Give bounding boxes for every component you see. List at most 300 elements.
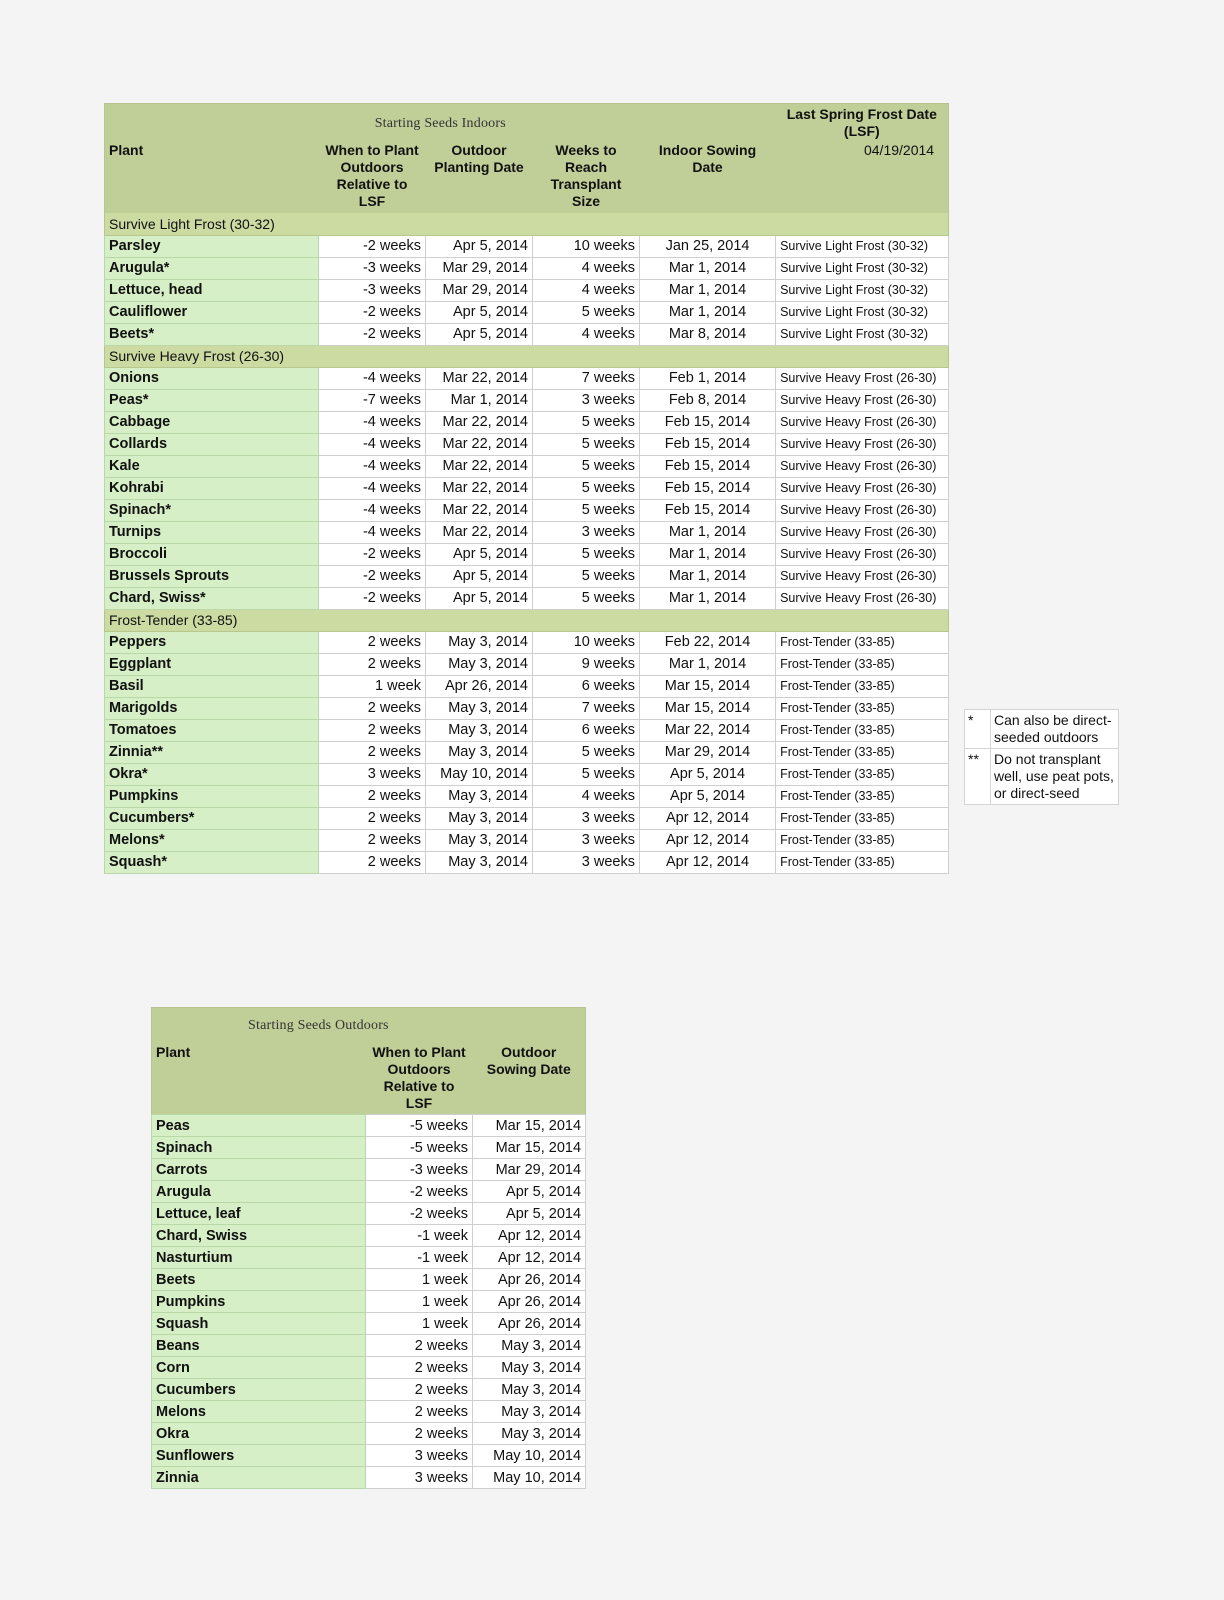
outdoor-sowing-date: May 10, 2014 xyxy=(473,1467,586,1489)
outdoor-date: Mar 22, 2014 xyxy=(426,433,533,455)
plant-name: Corn xyxy=(152,1357,366,1379)
indoor-sowing-date: Mar 1, 2014 xyxy=(640,653,776,675)
table-row xyxy=(105,543,949,565)
weeks-to-transplant: 5 weeks xyxy=(533,301,640,323)
group-filler xyxy=(319,345,426,367)
indoor-seeds-table xyxy=(104,103,949,874)
group-filler xyxy=(776,609,949,631)
outdoor-date: Mar 29, 2014 xyxy=(426,257,533,279)
when-relative: 2 weeks xyxy=(319,829,426,851)
outdoor-date: Apr 5, 2014 xyxy=(426,543,533,565)
group-row xyxy=(105,345,949,367)
table-row xyxy=(105,455,949,477)
frost-category: Frost-Tender (33-85) xyxy=(776,785,949,807)
table-row xyxy=(105,851,949,873)
indoor-sowing-date: Feb 15, 2014 xyxy=(640,433,776,455)
weeks-to-transplant: 9 weeks xyxy=(533,653,640,675)
outdoor-date: May 3, 2014 xyxy=(426,631,533,653)
plant-name: Carrots xyxy=(152,1159,366,1181)
table-row xyxy=(152,1225,586,1247)
plant-name: Squash xyxy=(152,1313,366,1335)
table-row xyxy=(105,763,949,785)
outdoor-header-plant: Plant xyxy=(156,1043,191,1060)
group-row xyxy=(105,213,949,235)
indoor-sowing-date: Mar 22, 2014 xyxy=(640,719,776,741)
when-relative: 2 weeks xyxy=(319,851,426,873)
weeks-to-transplant: 10 weeks xyxy=(533,235,640,257)
table-row xyxy=(105,433,949,455)
frost-category: Frost-Tender (33-85) xyxy=(776,829,949,851)
group-filler xyxy=(426,213,533,235)
outdoor-sowing-date: Apr 12, 2014 xyxy=(473,1247,586,1269)
indoor-sowing-date: Feb 8, 2014 xyxy=(640,389,776,411)
when-relative: 2 weeks xyxy=(319,741,426,763)
weeks-to-transplant: 5 weeks xyxy=(533,477,640,499)
when-relative: -4 weeks xyxy=(319,367,426,389)
table-row xyxy=(152,1357,586,1379)
when-relative: -4 weeks xyxy=(319,477,426,499)
table-row xyxy=(152,1379,586,1401)
plant-name: Nasturtium xyxy=(152,1247,366,1269)
legend-mark: ** xyxy=(965,749,991,805)
frost-category: Survive Light Frost (30-32) xyxy=(776,323,949,345)
outdoor-date: Mar 22, 2014 xyxy=(426,367,533,389)
plant-name: Okra xyxy=(152,1423,366,1445)
frost-category: Survive Heavy Frost (26-30) xyxy=(776,587,949,609)
outdoor-date: May 3, 2014 xyxy=(426,829,533,851)
frost-category: Frost-Tender (33-85) xyxy=(776,741,949,763)
when-relative: 3 weeks xyxy=(366,1445,473,1467)
when-relative: -3 weeks xyxy=(319,279,426,301)
plant-name: Okra* xyxy=(105,763,319,785)
outdoor-header-row xyxy=(152,1042,586,1115)
group-label: Survive Heavy Frost (26-30) xyxy=(105,345,319,367)
plant-name: Cauliflower xyxy=(105,301,319,323)
when-relative: -1 week xyxy=(366,1225,473,1247)
plant-name: Melons* xyxy=(105,829,319,851)
outdoor-date: May 3, 2014 xyxy=(426,851,533,873)
indoor-sowing-date: Mar 8, 2014 xyxy=(640,323,776,345)
plant-name: Peas xyxy=(152,1115,366,1137)
table-row xyxy=(105,279,949,301)
indoor-title-row xyxy=(105,104,949,141)
table-row xyxy=(105,235,949,257)
table-row xyxy=(105,323,949,345)
table-row xyxy=(105,631,949,653)
weeks-to-transplant: 7 weeks xyxy=(533,697,640,719)
when-relative: 2 weeks xyxy=(366,1335,473,1357)
plant-name: Cucumbers xyxy=(152,1379,366,1401)
table-row xyxy=(152,1247,586,1269)
frost-category: Survive Heavy Frost (26-30) xyxy=(776,565,949,587)
outdoor-date: Apr 5, 2014 xyxy=(426,587,533,609)
weeks-to-transplant: 3 weeks xyxy=(533,807,640,829)
indoor-title: Starting Seeds Indoors xyxy=(374,115,506,131)
outdoor-date: May 3, 2014 xyxy=(426,741,533,763)
table-row xyxy=(152,1115,586,1137)
indoor-sowing-date: Mar 15, 2014 xyxy=(640,697,776,719)
group-filler xyxy=(426,345,533,367)
frost-category: Frost-Tender (33-85) xyxy=(776,807,949,829)
frost-category: Survive Light Frost (30-32) xyxy=(776,301,949,323)
weeks-to-transplant: 5 weeks xyxy=(533,587,640,609)
when-relative: 2 weeks xyxy=(366,1401,473,1423)
indoor-sowing-date: Feb 15, 2014 xyxy=(640,455,776,477)
table-row xyxy=(152,1291,586,1313)
when-relative: 2 weeks xyxy=(366,1357,473,1379)
indoor-sowing-date: Mar 1, 2014 xyxy=(640,279,776,301)
outdoor-sowing-date: Mar 29, 2014 xyxy=(473,1159,586,1181)
weeks-to-transplant: 3 weeks xyxy=(533,829,640,851)
outdoor-sowing-date: Mar 15, 2014 xyxy=(473,1137,586,1159)
table-row xyxy=(152,1423,586,1445)
indoor-sowing-date: Feb 15, 2014 xyxy=(640,477,776,499)
group-filler xyxy=(640,213,776,235)
when-relative: -4 weeks xyxy=(319,433,426,455)
table-row xyxy=(105,389,949,411)
plant-name: Spinach xyxy=(152,1137,366,1159)
table-row xyxy=(152,1181,586,1203)
outdoor-seeds-table xyxy=(151,1007,586,1489)
frost-category: Frost-Tender (33-85) xyxy=(776,631,949,653)
legend-text: Can also be direct-seeded outdoors xyxy=(991,710,1119,749)
plant-name: Spinach* xyxy=(105,499,319,521)
legend-row xyxy=(965,749,1119,805)
weeks-to-transplant: 4 weeks xyxy=(533,323,640,345)
outdoor-date: Mar 22, 2014 xyxy=(426,521,533,543)
weeks-to-transplant: 5 weeks xyxy=(533,455,640,477)
table-row xyxy=(105,367,949,389)
legend-mark: * xyxy=(965,710,991,749)
plant-name: Sunflowers xyxy=(152,1445,366,1467)
outdoor-sowing-date: May 10, 2014 xyxy=(473,1445,586,1467)
plant-name: Kale xyxy=(105,455,319,477)
when-relative: -3 weeks xyxy=(319,257,426,279)
plant-name: Eggplant xyxy=(105,653,319,675)
when-relative: 2 weeks xyxy=(319,719,426,741)
table-row xyxy=(105,565,949,587)
plant-name: Arugula* xyxy=(105,257,319,279)
when-relative: -2 weeks xyxy=(319,301,426,323)
indoor-sowing-date: Feb 15, 2014 xyxy=(640,499,776,521)
outdoor-sowing-date: May 3, 2014 xyxy=(473,1357,586,1379)
group-filler xyxy=(426,609,533,631)
frost-category: Survive Heavy Frost (26-30) xyxy=(776,521,949,543)
outdoor-date: May 10, 2014 xyxy=(426,763,533,785)
outdoor-sowing-date: May 3, 2014 xyxy=(473,1379,586,1401)
plant-name: Chard, Swiss xyxy=(152,1225,366,1247)
when-relative: -7 weeks xyxy=(319,389,426,411)
outdoor-date: May 3, 2014 xyxy=(426,785,533,807)
table-row xyxy=(105,411,949,433)
frost-category: Survive Heavy Frost (26-30) xyxy=(776,389,949,411)
table-row xyxy=(152,1467,586,1489)
group-filler xyxy=(640,345,776,367)
when-relative: 2 weeks xyxy=(366,1423,473,1445)
plant-name: Turnips xyxy=(105,521,319,543)
plant-name: Peppers xyxy=(105,631,319,653)
table-row xyxy=(105,807,949,829)
when-relative: 2 weeks xyxy=(319,631,426,653)
plant-name: Cabbage xyxy=(105,411,319,433)
frost-category: Frost-Tender (33-85) xyxy=(776,697,949,719)
weeks-to-transplant: 5 weeks xyxy=(533,741,640,763)
indoor-sowing-date: Apr 5, 2014 xyxy=(640,785,776,807)
plant-name: Brussels Sprouts xyxy=(105,565,319,587)
weeks-to-transplant: 7 weeks xyxy=(533,367,640,389)
table-row xyxy=(152,1313,586,1335)
outdoor-date: Mar 29, 2014 xyxy=(426,279,533,301)
indoor-sowing-date: Mar 1, 2014 xyxy=(640,587,776,609)
table-row xyxy=(105,675,949,697)
weeks-to-transplant: 10 weeks xyxy=(533,631,640,653)
frost-category: Frost-Tender (33-85) xyxy=(776,719,949,741)
weeks-to-transplant: 4 weeks xyxy=(533,257,640,279)
table-row xyxy=(105,741,949,763)
group-row xyxy=(105,609,949,631)
table-row xyxy=(152,1203,586,1225)
plant-name: Marigolds xyxy=(105,697,319,719)
legend-table xyxy=(964,709,1119,805)
outdoor-title-row xyxy=(152,1008,586,1042)
table-row xyxy=(152,1445,586,1467)
table-row xyxy=(105,653,949,675)
plant-name: Beets* xyxy=(105,323,319,345)
when-relative: -4 weeks xyxy=(319,411,426,433)
outdoor-sowing-date: Apr 26, 2014 xyxy=(473,1291,586,1313)
legend-text: Do not transplant well, use peat pots, or direct-seed xyxy=(991,749,1119,805)
outdoor-date: Mar 22, 2014 xyxy=(426,477,533,499)
outdoor-sowing-date: May 3, 2014 xyxy=(473,1335,586,1357)
frost-category: Survive Heavy Frost (26-30) xyxy=(776,411,949,433)
group-filler xyxy=(533,345,640,367)
table-row xyxy=(105,785,949,807)
when-relative: 1 week xyxy=(319,675,426,697)
indoor-sowing-date: Feb 22, 2014 xyxy=(640,631,776,653)
indoor-sowing-date: Apr 12, 2014 xyxy=(640,851,776,873)
frost-category: Survive Light Frost (30-32) xyxy=(776,257,949,279)
outdoor-date: Apr 5, 2014 xyxy=(426,235,533,257)
weeks-to-transplant: 3 weeks xyxy=(533,389,640,411)
plant-name: Beets xyxy=(152,1269,366,1291)
when-relative: -4 weeks xyxy=(319,499,426,521)
group-filler xyxy=(319,609,426,631)
outdoor-date: May 3, 2014 xyxy=(426,697,533,719)
group-filler xyxy=(776,345,949,367)
plant-name: Pumpkins xyxy=(152,1291,366,1313)
frost-category: Survive Heavy Frost (26-30) xyxy=(776,455,949,477)
frost-category: Frost-Tender (33-85) xyxy=(776,675,949,697)
plant-name: Broccoli xyxy=(105,543,319,565)
group-filler xyxy=(640,609,776,631)
header-outdoor-date: Outdoor Planting Date xyxy=(434,142,524,175)
indoor-header-row xyxy=(105,140,949,213)
plant-name: Collards xyxy=(105,433,319,455)
frost-category: Frost-Tender (33-85) xyxy=(776,653,949,675)
outdoor-date: May 3, 2014 xyxy=(426,653,533,675)
outdoor-sowing-date: May 3, 2014 xyxy=(473,1401,586,1423)
weeks-to-transplant: 4 weeks xyxy=(533,785,640,807)
weeks-to-transplant: 3 weeks xyxy=(533,851,640,873)
plant-name: Tomatoes xyxy=(105,719,319,741)
when-relative: 1 week xyxy=(366,1291,473,1313)
header-indoor-date: Indoor Sowing Date xyxy=(658,142,757,175)
weeks-to-transplant: 6 weeks xyxy=(533,719,640,741)
group-label: Frost-Tender (33-85) xyxy=(105,609,319,631)
when-relative: -3 weeks xyxy=(366,1159,473,1181)
plant-name: Melons xyxy=(152,1401,366,1423)
when-relative: -2 weeks xyxy=(366,1181,473,1203)
weeks-to-transplant: 5 weeks xyxy=(533,763,640,785)
outdoor-title: Starting Seeds Outdoors xyxy=(248,1018,389,1034)
group-filler xyxy=(533,609,640,631)
outdoor-date: May 3, 2014 xyxy=(426,807,533,829)
when-relative: 2 weeks xyxy=(366,1379,473,1401)
frost-category: Frost-Tender (33-85) xyxy=(776,851,949,873)
weeks-to-transplant: 5 weeks xyxy=(533,433,640,455)
table-row xyxy=(105,719,949,741)
outdoor-date: Mar 22, 2014 xyxy=(426,455,533,477)
plant-name: Beans xyxy=(152,1335,366,1357)
group-label: Survive Light Frost (30-32) xyxy=(105,213,319,235)
outdoor-date: Mar 22, 2014 xyxy=(426,411,533,433)
frost-category: Survive Heavy Frost (26-30) xyxy=(776,543,949,565)
plant-name: Zinnia** xyxy=(105,741,319,763)
legend-row xyxy=(965,710,1119,749)
indoor-sowing-date: Feb 15, 2014 xyxy=(640,411,776,433)
weeks-to-transplant: 5 weeks xyxy=(533,565,640,587)
table-row xyxy=(152,1137,586,1159)
group-filler xyxy=(533,213,640,235)
outdoor-sowing-date: Apr 5, 2014 xyxy=(473,1203,586,1225)
frost-category: Survive Heavy Frost (26-30) xyxy=(776,367,949,389)
when-relative: -5 weeks xyxy=(366,1115,473,1137)
outdoor-date: Apr 5, 2014 xyxy=(426,565,533,587)
outdoor-sowing-date: May 3, 2014 xyxy=(473,1423,586,1445)
outdoor-date: Apr 5, 2014 xyxy=(426,323,533,345)
when-relative: 2 weeks xyxy=(319,697,426,719)
outdoor-sowing-date: Apr 5, 2014 xyxy=(473,1181,586,1203)
plant-name: Zinnia xyxy=(152,1467,366,1489)
plant-name: Arugula xyxy=(152,1181,366,1203)
plant-name: Lettuce, leaf xyxy=(152,1203,366,1225)
group-filler xyxy=(776,213,949,235)
plant-name: Cucumbers* xyxy=(105,807,319,829)
group-filler xyxy=(319,213,426,235)
outdoor-header-when: When to Plant Outdoors Relative to LSF xyxy=(372,1043,466,1111)
when-relative: -5 weeks xyxy=(366,1137,473,1159)
plant-name: Squash* xyxy=(105,851,319,873)
plant-name: Onions xyxy=(105,367,319,389)
table-row xyxy=(105,521,949,543)
when-relative: -2 weeks xyxy=(366,1203,473,1225)
table-row xyxy=(105,697,949,719)
indoor-sowing-date: Apr 5, 2014 xyxy=(640,763,776,785)
weeks-to-transplant: 3 weeks xyxy=(533,521,640,543)
when-relative: 2 weeks xyxy=(319,653,426,675)
plant-name: Kohrabi xyxy=(105,477,319,499)
outdoor-sowing-date: Apr 12, 2014 xyxy=(473,1225,586,1247)
indoor-sowing-date: Mar 29, 2014 xyxy=(640,741,776,763)
plant-name: Pumpkins xyxy=(105,785,319,807)
indoor-sowing-date: Mar 1, 2014 xyxy=(640,257,776,279)
indoor-sowing-date: Mar 1, 2014 xyxy=(640,565,776,587)
plant-name: Basil xyxy=(105,675,319,697)
header-when: When to Plant Outdoors Relative to LSF xyxy=(325,142,419,209)
plant-name: Lettuce, head xyxy=(105,279,319,301)
header-weeks: Weeks to Reach Transplant Size xyxy=(550,142,622,209)
frost-category: Frost-Tender (33-85) xyxy=(776,763,949,785)
when-relative: -2 weeks xyxy=(319,565,426,587)
outdoor-sowing-date: Mar 15, 2014 xyxy=(473,1115,586,1137)
when-relative: 2 weeks xyxy=(319,785,426,807)
when-relative: -4 weeks xyxy=(319,521,426,543)
weeks-to-transplant: 6 weeks xyxy=(533,675,640,697)
table-row xyxy=(152,1401,586,1423)
indoor-sowing-date: Mar 1, 2014 xyxy=(640,543,776,565)
table-row xyxy=(105,257,949,279)
table-row xyxy=(105,477,949,499)
frost-category: Survive Heavy Frost (26-30) xyxy=(776,477,949,499)
outdoor-date: Apr 5, 2014 xyxy=(426,301,533,323)
when-relative: -2 weeks xyxy=(319,323,426,345)
when-relative: 2 weeks xyxy=(319,807,426,829)
when-relative: -2 weeks xyxy=(319,587,426,609)
frost-category: Survive Heavy Frost (26-30) xyxy=(776,499,949,521)
outdoor-date: Mar 1, 2014 xyxy=(426,389,533,411)
table-row xyxy=(152,1269,586,1291)
table-row xyxy=(105,829,949,851)
indoor-sowing-date: Mar 1, 2014 xyxy=(640,301,776,323)
lsf-date: 04/19/2014 xyxy=(863,142,935,158)
when-relative: 3 weeks xyxy=(319,763,426,785)
outdoor-date: May 3, 2014 xyxy=(426,719,533,741)
indoor-sowing-date: Mar 1, 2014 xyxy=(640,521,776,543)
when-relative: 1 week xyxy=(366,1269,473,1291)
frost-category: Survive Light Frost (30-32) xyxy=(776,279,949,301)
when-relative: -4 weeks xyxy=(319,455,426,477)
frost-category: Survive Heavy Frost (26-30) xyxy=(776,433,949,455)
outdoor-sowing-date: Apr 26, 2014 xyxy=(473,1313,586,1335)
table-row xyxy=(152,1159,586,1181)
when-relative: -1 week xyxy=(366,1247,473,1269)
when-relative: 3 weeks xyxy=(366,1467,473,1489)
outdoor-date: Apr 26, 2014 xyxy=(426,675,533,697)
table-row xyxy=(105,499,949,521)
table-row xyxy=(152,1335,586,1357)
outdoor-header-sowing: Outdoor Sowing Date xyxy=(486,1043,571,1077)
weeks-to-transplant: 5 weeks xyxy=(533,543,640,565)
outdoor-date: Mar 22, 2014 xyxy=(426,499,533,521)
indoor-sowing-date: Feb 1, 2014 xyxy=(640,367,776,389)
indoor-sowing-date: Jan 25, 2014 xyxy=(640,235,776,257)
table-row xyxy=(105,301,949,323)
indoor-sowing-date: Apr 12, 2014 xyxy=(640,807,776,829)
plant-name: Chard, Swiss* xyxy=(105,587,319,609)
weeks-to-transplant: 5 weeks xyxy=(533,499,640,521)
plant-name: Parsley xyxy=(105,235,319,257)
outdoor-sowing-date: Apr 26, 2014 xyxy=(473,1269,586,1291)
frost-category: Survive Light Frost (30-32) xyxy=(776,235,949,257)
when-relative: -2 weeks xyxy=(319,235,426,257)
when-relative: 1 week xyxy=(366,1313,473,1335)
plant-name: Peas* xyxy=(105,389,319,411)
weeks-to-transplant: 4 weeks xyxy=(533,279,640,301)
lsf-label: Last Spring Frost Date (LSF) xyxy=(786,106,937,139)
indoor-sowing-date: Apr 12, 2014 xyxy=(640,829,776,851)
indoor-sowing-date: Mar 15, 2014 xyxy=(640,675,776,697)
table-row xyxy=(105,587,949,609)
